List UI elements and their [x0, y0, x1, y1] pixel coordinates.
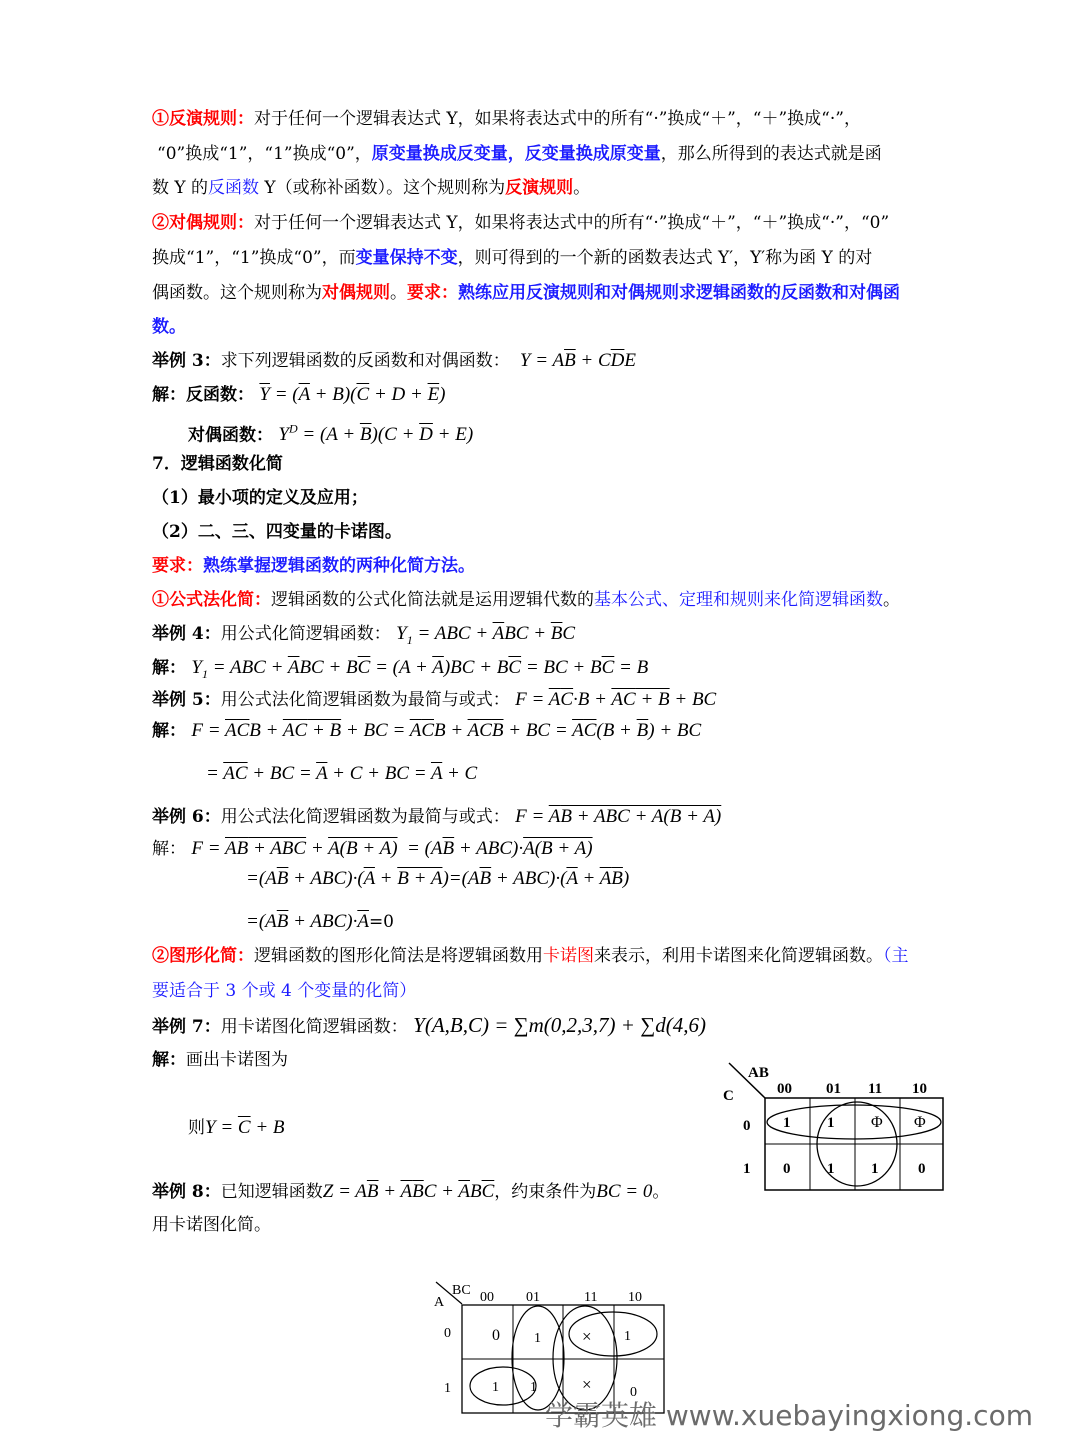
example7-karnaugh-map [715, 1060, 955, 1195]
kmap-loop [470, 1367, 536, 1405]
kmap-cell: 1 [624, 1329, 631, 1344]
example7-solution: 解：画出卡诺图为 [152, 1050, 288, 1070]
kmap-row-label: 0 [444, 1326, 451, 1341]
rule1-emphasis: 原变量换成反变量，反变量换成原变量 [371, 144, 661, 164]
kmap-col-label: 10 [628, 1290, 642, 1305]
example6-solution-2: $=(A\overline{B} + ABC)\cdot(\overline{A} + B + A)=(A\overline{B} + ABC)\cdot(\overline{A} + \overline{A}\overline{B})$ [246, 868, 630, 889]
kmap-cell: 0 [918, 1161, 926, 1177]
formula-method: ①公式法化简：逻辑函数的公式化简法就是运用逻辑代数的基本公式、定理和规则来化简逻辑函数。 [152, 590, 900, 610]
kmap-cell: 1 [871, 1161, 879, 1177]
example3-statement: 举例 3：求下列逻辑函数的反函数和对偶函数： $Y = A\overline{B} + C\overline{D}E$ [152, 350, 637, 371]
kmap-cell: 1 [783, 1115, 791, 1131]
section7-requirement: 要求：熟练掌握逻辑函数的两种化简方法。 [152, 556, 475, 576]
watermark: 学霸英雄 www.xuebayingxiong.com [545, 1399, 1033, 1432]
kmap-col-var: BC [452, 1283, 471, 1298]
rule2-heading: ②对偶规则： [152, 213, 254, 233]
section7-item2: （2）二、三、四变量的卡诺图。 [152, 522, 402, 542]
kmap-row-label: 1 [444, 1381, 451, 1396]
kmap-row-var: C [723, 1088, 734, 1104]
rule2-line2: 换成“1”，“1”换成“0”，而变量保持不变，则可得到的一个新的函数表达式 Y′，Y′称为函 Y 的对 [152, 248, 873, 268]
kmap-row-label: 1 [743, 1161, 751, 1177]
kmap-cell: Φ [871, 1114, 883, 1131]
example3-inverse: 解：反函数： $\overline{Y} = (\overline{A} + B)(\overline{C} + D + \overline{E})$ [152, 384, 446, 405]
rule2-line1: ②对偶规则：对于任何一个逻辑表达式 Y，如果将表达式中的所有“·”换成“＋”，“＋”换成“·”，“0” [152, 213, 890, 233]
graphic-method: ②图形化简：逻辑函数的图形化简法是将逻辑函数用卡诺图来表示，利用卡诺图来化简逻辑函数。（主 [152, 946, 909, 966]
kmap-cell: × [582, 1375, 592, 1394]
kmap-cell: × [582, 1327, 592, 1346]
kmap-col-label: 01 [826, 1081, 841, 1097]
rule2-line3: 偶函数。这个规则称为对偶规则。要求：熟练应用反演规则和对偶规则求逻辑函数的反函数和对偶函 [152, 283, 900, 303]
kmap-cell: 1 [534, 1331, 541, 1346]
example7-result: 则$Y = \overline{C} + B$ [188, 1117, 285, 1138]
kmap-col-label: 00 [480, 1290, 494, 1305]
example4-solution: 解： $Y_1$ = ABC + $\overline{A}BC + B\overline{C} = (A + \overline{A})BC + B\overline{C}$ = BC + $B\overline{C} = B$ [152, 657, 649, 681]
kmap-cell: 1 [492, 1380, 499, 1395]
kmap-col-label: 10 [912, 1081, 927, 1097]
rule1-line2: “0”换成“1”，“1”换成“0”，原变量换成反变量，反变量换成原变量，那么所得到的表达式就是函 [157, 144, 882, 164]
kmap-cell: 0 [783, 1161, 791, 1177]
example6-solution-3: $=(A\overline{B} + ABC)\cdot\overline{A}=0$ [246, 911, 394, 932]
section7-title: 7．逻辑函数化简 [152, 454, 283, 474]
kmap-col-var: AB [748, 1065, 769, 1081]
kmap-row-var: A [434, 1295, 445, 1310]
example5-solution-1: 解： F = ACB + AC + B + BC = ACB + $AC\overline{B}$ + BC = $AC(B + \overline{B})$ + BC [152, 720, 702, 741]
example4-statement: 举例 4：用公式化简逻辑函数： $Y_1$ = ABC + $\overline{A}BC + \overline{B}C$ [152, 623, 576, 647]
kmap-row-label: 0 [743, 1118, 751, 1134]
kmap-col-label: 00 [777, 1081, 792, 1097]
kmap-cell: 0 [630, 1385, 637, 1400]
kmap-cell: 1 [530, 1380, 537, 1395]
example3-dual: 对偶函数： $Y^D = (A + \overline{B})(C + \overline{D} + E)$ [188, 422, 474, 446]
example3-formula: $Y = A\overline{B} + C\overline{D}E$ [515, 350, 637, 371]
kmap-cell: Φ [914, 1114, 926, 1131]
rule1-line3: 数 Y 的反函数 Y（或称补函数）。这个规则称为反演规则。 [152, 178, 591, 198]
kmap-col-label: 01 [526, 1290, 540, 1305]
example5-statement: 举例 5：用公式法化简逻辑函数为最简与或式： F = AC·B + AC + B + BC [152, 689, 717, 710]
example7-statement: 举例 7：用卡诺图化简逻辑函数： Y(A,B,C) = ∑m(0,2,3,7) + ∑d(4,6) [152, 1013, 706, 1037]
example6-statement: 举例 6：用公式法化简逻辑函数为最简与或式： F = AB + ABC + A(B + A) [152, 806, 722, 827]
example8-line2: 用卡诺图化简。 [152, 1215, 271, 1235]
section7-item1: （1）最小项的定义及应用； [152, 488, 368, 508]
kmap-cell: 1 [827, 1115, 835, 1131]
rule1-text: 对于任何一个逻辑表达式 Y，如果将表达式中的所有“·”换成“＋”，“＋”换成“·”， [254, 109, 861, 129]
rule2-line4: 数。 [152, 317, 186, 337]
kmap-cell: 0 [492, 1327, 500, 1344]
graphic-method-note: 要适合于 3 个或 4 个变量的化简） [152, 981, 417, 1001]
example6-solution-1: 解： F = AB + ABC + $A(B + A) = (A\overline{B} + ABC)\cdot A(B + A)$ [152, 838, 593, 859]
example8-statement: 举例 8：已知逻辑函数$Z = A\overline{B} + \overline{A}\overline{B}C + \overline{A}B\overline{C}$，约束条件为BC = 0。 [152, 1181, 670, 1202]
example5-solution-2: = AC + BC = $\overline{A} + C$ + BC = $\overline{A} + C$ [206, 763, 478, 784]
kmap-cell: 1 [827, 1161, 835, 1177]
kmap-col-label: 11 [868, 1081, 883, 1097]
rule1-line1 [152, 108, 861, 130]
rule1-heading: ①反演规则： [152, 109, 254, 129]
kmap-col-label: 11 [584, 1290, 598, 1305]
